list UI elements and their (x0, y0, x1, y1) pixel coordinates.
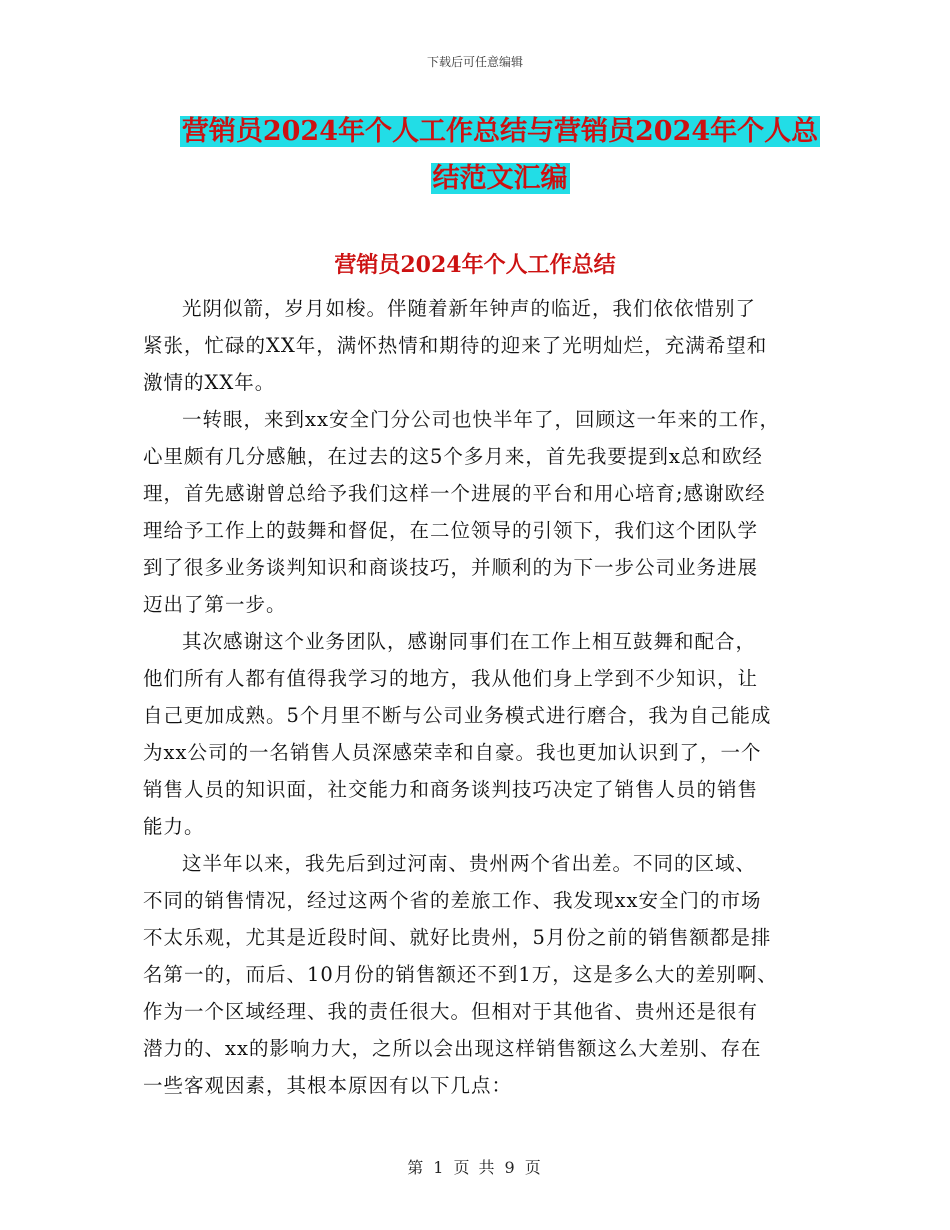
footer-current-page: 1 (433, 1158, 446, 1177)
text-line: 理，首先感谢曾总给予我们这样一个进展的平台和用心培育;感谢欧经 (143, 482, 766, 505)
text-line: 潜力的、xx的影响力大，之所以会出现这样销售额这么大差别、存在 (143, 1037, 762, 1060)
text-line: 其次感谢这个业务团队，感谢同事们在工作上相互鼓舞和配合， (182, 630, 757, 653)
footer-total-pages: 9 (504, 1158, 517, 1177)
text-line: 紧张，忙碌的XX年，满怀热情和期待的迎来了光明灿烂，充满希望和 (143, 334, 768, 357)
document-title-line-1: 营销员2024年个人工作总结与营销员2024年个人总 (181, 116, 819, 147)
body-text (143, 290, 813, 1104)
text-line: 心里颇有几分感触，在过去的这5个多月来，首先我要提到x总和欧经 (143, 445, 763, 468)
text-line: 一转眼，来到xx安全门分公司也快半年了，回顾这一年来的工作， (182, 408, 780, 431)
text-line: 销售人员的知识面，社交能力和商务谈判技巧决定了销售人员的销售 (143, 778, 759, 801)
text-line: 光阴似箭，岁月如梭。伴随着新年钟声的临近，我们依依惜别了 (182, 297, 757, 320)
text-line: 不太乐观，尤其是近段时间、就好比贵州，5月份之前的销售额都是排 (143, 926, 772, 949)
page-footer (0, 1155, 950, 1178)
header-note: 下载后可任意编辑 (426, 55, 523, 69)
text-line: 迈出了第一步。 (143, 593, 287, 616)
section-title: 营销员2024年个人工作总结 (334, 252, 616, 278)
text-line: 这半年以来，我先后到过河南、贵州两个省出差。不同的区域、 (182, 852, 757, 875)
text-line: 名第一的，而后、10月份的销售额还不到1万，这是多么大的差别啊、 (143, 963, 778, 986)
text-line: 自己更加成熟。5个月里不断与公司业务模式进行磨合，我为自己能成 (143, 704, 772, 727)
footer-prefix: 第 (407, 1158, 426, 1177)
footer-suffix: 页 (524, 1158, 543, 1177)
footer-middle: 页 共 (453, 1158, 497, 1177)
text-line: 到了很多业务谈判知识和商谈技巧，并顺利的为下一步公司业务进展 (143, 556, 759, 579)
text-line: 他们所有人都有值得我学习的地方，我从他们身上学到不少知识，让 (143, 667, 759, 690)
document-title-line-2: 结范文汇编 (432, 163, 568, 194)
text-line: 理给予工作上的鼓舞和督促，在二位领导的引领下，我们这个团队学 (143, 519, 759, 542)
document-title (150, 108, 850, 202)
text-line: 不同的销售情况，经过这两个省的差旅工作、我发现xx安全门的市场 (143, 889, 762, 912)
text-line: 激情的XX年。 (143, 371, 276, 394)
text-line: 能力。 (143, 815, 205, 838)
text-line: 一些客观因素，其根本原因有以下几点： (143, 1074, 513, 1097)
text-line: 为xx公司的一名销售人员深感荣幸和自豪。我也更加认识到了，一个 (143, 741, 762, 764)
text-line: 作为一个区域经理、我的责任很大。但相对于其他省、贵州还是很有 (143, 1000, 759, 1023)
